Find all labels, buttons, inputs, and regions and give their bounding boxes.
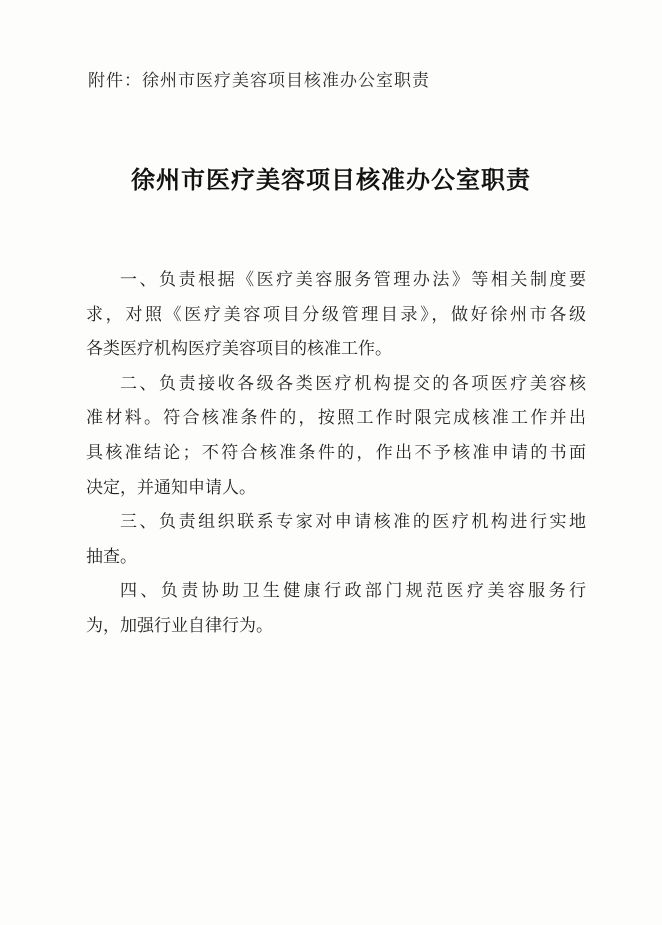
paragraph-3-line-1: 三、负责组织联系专家对申请核准的医疗机构进行实地 bbox=[120, 512, 586, 533]
attachment-label: 附件：徐州市医疗美容项目核准办公室职责 bbox=[88, 71, 430, 91]
paragraph-4-line-1: 四、负责协助卫生健康行政部门规范医疗美容服务行 bbox=[120, 581, 586, 602]
paragraph-2-line-4: 决定，并通知申请人。 bbox=[86, 477, 256, 498]
document-title: 徐州市医疗美容项目核准办公室职责 bbox=[131, 165, 531, 194]
document-body bbox=[86, 263, 586, 644]
paragraph-1-line-1: 一、负责根据《医疗美容服务管理办法》等相关制度要 bbox=[120, 270, 586, 290]
paragraph-3-line-2: 抽查。 bbox=[86, 546, 137, 567]
paragraph-2-line-3: 具核准结论；不符合核准条件的，作出不予核准申请的书面 bbox=[86, 442, 586, 463]
paragraph-4-line-2: 为，加强行业自律行为。 bbox=[86, 615, 273, 636]
paragraph-2-line-2: 准材料。符合核准条件的，按照工作时限完成核准工作并出 bbox=[86, 408, 586, 429]
paragraph-1-line-2: 求，对照《医疗美容项目分级管理目录》，做好徐州市各级 bbox=[86, 304, 586, 325]
paragraph-2-line-1: 二、负责接收各级各类医疗机构提交的各项医疗美容核 bbox=[120, 373, 586, 394]
paragraph-1-line-3: 各类医疗机构医疗美容项目的核准工作。 bbox=[86, 339, 392, 360]
